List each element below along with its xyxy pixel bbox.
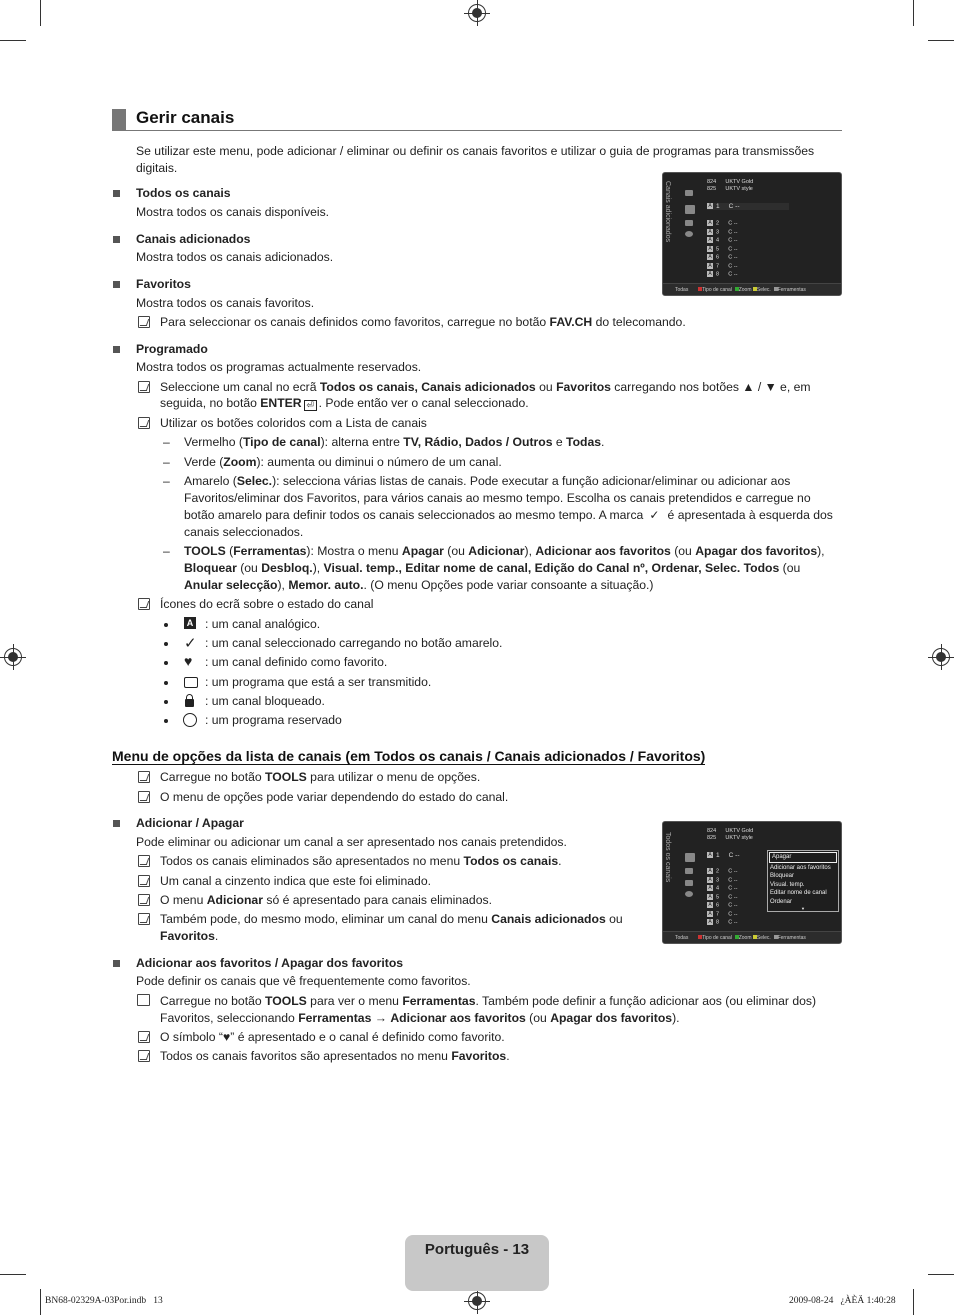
- bullet-square: [113, 960, 120, 967]
- note-text: Utilizar os botões coloridos com a Lista de canais: [160, 416, 427, 430]
- page-title: Gerir canais: [136, 108, 235, 127]
- tools-menu: [767, 850, 839, 912]
- screen-side-label: Canais adicionados: [664, 181, 671, 243]
- note-icon: [138, 598, 150, 610]
- screen-footer: Todas Tipo de canal Zoom Selec. Ferramentas: [663, 931, 841, 943]
- section-heading: Adicionar aos favoritos / Apagar dos favoritos: [136, 956, 404, 970]
- section-heading: Adicionar / Apagar: [136, 816, 244, 830]
- note-text: O símbolo “♥” é apresentado e o canal é definido como favorito.: [160, 1030, 505, 1044]
- dash: –: [163, 455, 170, 469]
- screen-row: A 2 C --: [708, 868, 738, 875]
- screen-row-selected: A 1 C --: [707, 203, 789, 210]
- note-text: Também pode, do mesmo modo, eliminar um canal do menu Canais adicionados ou: [160, 912, 623, 926]
- analog-channel-icon: A: [708, 902, 712, 908]
- note-icon: [138, 1031, 150, 1043]
- channel-type-icon: [685, 880, 693, 886]
- screen-row: 824 UKTV Gold: [707, 828, 754, 834]
- section-text: Pode definir os canais que vê frequentemente como favoritos.: [136, 974, 471, 988]
- section-heading: Todos os canais: [136, 186, 231, 200]
- bullet-square: [113, 281, 120, 288]
- list-text: Amarelo (Selec.): selecciona várias listas de canais. Pode executar a função adicionar/eliminar ou adicionar aos: [184, 474, 791, 488]
- note-icon: [138, 913, 150, 925]
- channel-type-icon: [685, 190, 693, 196]
- note-text: Favoritos, seleccionando Ferramentas → Adicionar aos favoritos (ou Apagar dos favoritos).: [160, 1011, 680, 1025]
- tv-icon: [184, 677, 198, 688]
- dash: –: [163, 544, 170, 558]
- menu-item-ordenar[interactable]: Ordenar: [770, 898, 793, 905]
- intro-line-2: digitais.: [136, 161, 178, 175]
- screen-side-label: Todos os canais: [664, 832, 671, 883]
- channel-type-icon: [685, 868, 693, 874]
- screen-row: A 5 C --: [708, 246, 738, 253]
- channel-type-icon: [685, 231, 693, 237]
- check-icon: ✓: [649, 508, 660, 522]
- screen-row: A 6 C --: [708, 902, 738, 909]
- section-text: Mostra todos os canais adicionados.: [136, 250, 334, 264]
- note-text: O menu Adicionar só é apresentado para canais eliminados.: [160, 893, 492, 907]
- note-text: Todos os canais favoritos são apresentados no menu Favoritos.: [160, 1049, 510, 1063]
- analog-channel-icon: A: [708, 263, 712, 269]
- icon-desc: : um canal bloqueado.: [205, 694, 325, 708]
- analog-channel-icon: A: [708, 868, 712, 874]
- analog-channel-icon: A: [708, 246, 712, 252]
- icon-desc: : um canal definido como favorito.: [205, 655, 388, 669]
- icon-desc: : um canal seleccionado carregando no botão amarelo.: [205, 636, 503, 650]
- menu-item-add-favorites[interactable]: Adicionar aos favoritos: [770, 864, 831, 871]
- screen-row: A 3 C --: [708, 877, 738, 884]
- note-icon: [138, 791, 150, 803]
- section-text: Mostra todos os canais disponíveis.: [136, 205, 330, 219]
- heart-icon: ♥: [223, 1030, 231, 1044]
- bullet-dot: [164, 700, 168, 704]
- note-text: Carregue no botão TOOLS para utilizar o menu de opções.: [160, 770, 481, 784]
- analog-channel-icon: A: [184, 617, 196, 629]
- analog-channel-icon: A: [708, 919, 712, 925]
- check-icon: ✓: [184, 635, 197, 652]
- title-bar-accent: [112, 109, 126, 131]
- list-text: Favoritos/eliminar dos Favoritos, para vários canais ao mesmo tempo. Escolha os canais pretendidos e carregue no: [184, 491, 811, 505]
- note-text: Todos os canais eliminados são apresentados no menu Todos os canais.: [160, 854, 562, 868]
- section-text: Mostra todos os programas actualmente reservados.: [136, 360, 422, 374]
- tools-note-icon: [137, 994, 150, 1006]
- analog-channel-icon: A: [708, 271, 712, 277]
- screen-row: A 7 C --: [708, 263, 738, 270]
- screen-row: A 5 C --: [708, 894, 738, 901]
- screen-row: 824 UKTV Gold: [707, 179, 754, 185]
- analog-channel-icon: A: [708, 911, 712, 917]
- note-icon: [138, 894, 150, 906]
- footer-file: BN68-02329A-03Por.indb 13: [45, 1296, 163, 1306]
- screen-footer: Todas Tipo de canal Zoom Selec. Ferramentas: [663, 283, 841, 295]
- bullet-dot: [164, 642, 168, 646]
- bullet-dot: [164, 681, 168, 685]
- note-icon: [138, 875, 150, 887]
- list-text: Vermelho (Tipo de canal): alterna entre TV, Rádio, Dados / Outros e Todas.: [184, 435, 605, 449]
- note-text: Um canal a cinzento indica que este foi eliminado.: [160, 874, 431, 888]
- note-text: seguida, no botão ENTER ⏎ . Pode então ver o canal seleccionado.: [160, 396, 529, 410]
- bullet-square: [113, 346, 120, 353]
- screen-row-selected: A 1 C --: [708, 852, 740, 859]
- registration-mark-icon: [468, 1292, 486, 1310]
- menu-item-apagar[interactable]: Apagar: [769, 852, 837, 863]
- screen-row: A 4 C --: [708, 885, 738, 892]
- remote-note-icon: [138, 316, 150, 328]
- note-text: Ícones do ecrã sobre o estado do canal: [160, 597, 374, 611]
- channel-options-screen: [662, 821, 842, 944]
- note-icon: [138, 1050, 150, 1062]
- crop-mark: [928, 1274, 954, 1275]
- note-icon: [138, 417, 150, 429]
- crop-mark: [928, 40, 954, 41]
- analog-channel-icon: A: [708, 852, 712, 859]
- title-underline: [112, 130, 842, 131]
- heart-icon: ♥: [184, 653, 193, 669]
- screen-row: 825 UKTV style: [707, 186, 753, 192]
- list-text: canais seleccionados.: [184, 525, 304, 539]
- page-number-tab: [405, 1235, 549, 1291]
- bullet-dot: [164, 661, 168, 665]
- analog-channel-icon: A: [708, 254, 712, 260]
- screen-row: A 3 C --: [708, 229, 738, 236]
- screen-row: A 8 C --: [708, 919, 738, 926]
- analog-channel-icon: A: [708, 220, 712, 226]
- menu-item-edit-name[interactable]: Editar nome de canal: [770, 890, 827, 896]
- crop-mark: [913, 1289, 914, 1315]
- icon-desc: : um programa reservado: [205, 713, 342, 727]
- crop-mark: [40, 1289, 41, 1315]
- channel-type-icon: [685, 853, 695, 862]
- note-icon: [138, 855, 150, 867]
- bullet-dot: [164, 623, 168, 627]
- note-icon: [138, 771, 150, 783]
- screen-row: A 2 C --: [708, 220, 738, 227]
- icon-desc: : um canal analógico.: [205, 617, 321, 631]
- lock-shackle: [186, 694, 193, 701]
- page-number: Português - 13: [424, 1241, 530, 1258]
- note-text: Favoritos.: [160, 929, 219, 943]
- section-text: Pode eliminar ou adicionar um canal a ser apresentado nos canais pretendidos.: [136, 835, 567, 849]
- section-heading: Favoritos: [136, 277, 191, 291]
- analog-channel-icon: A: [708, 877, 712, 883]
- bullet-square: [113, 190, 120, 197]
- channel-list-screen: [662, 172, 842, 296]
- enter-icon: ⏎: [304, 400, 317, 411]
- bullet-square: [113, 820, 120, 827]
- section-heading: Canais adicionados: [136, 232, 251, 246]
- bullet-square: [113, 236, 120, 243]
- list-text: Verde (Zoom): aumenta ou diminui o número de um canal.: [184, 455, 502, 469]
- registration-mark-icon: [468, 4, 486, 22]
- channel-type-icon: [685, 205, 695, 214]
- icon-desc: : um programa que está a ser transmitido.: [205, 675, 432, 689]
- screen-row: A 8 C --: [708, 271, 738, 278]
- analog-channel-icon: A: [708, 203, 712, 210]
- crop-mark: [913, 0, 914, 26]
- list-text: Bloquear (ou Desbloq.), Visual. temp., Editar nome de canal, Edição do Canal nº, Ordenar, Selec. Todos (ou: [184, 561, 801, 575]
- analog-channel-icon: A: [708, 885, 712, 891]
- crop-mark: [40, 0, 41, 26]
- analog-channel-icon: A: [708, 894, 712, 900]
- intro-line-1: Se utilizar este menu, pode adicionar / eliminar ou definir os canais favoritos e utilizar o guia de programas para transmissões: [136, 144, 815, 158]
- crop-mark: [0, 1274, 26, 1275]
- menu-item-visual-temp[interactable]: Visual. temp.: [770, 881, 805, 888]
- list-text: botão amarelo para definir todos os canais seleccionados ao mesmo tempo. A marca ✓ é apresentada à esquerda dos: [184, 508, 833, 522]
- note-text: Carregue no botão TOOLS para ver o menu Ferramentas. Também pode definir a função adicionar aos (ou eliminar dos): [160, 994, 817, 1008]
- note-text: Para seleccionar os canais definidos como favoritos, carregue no botão FAV.CH do telecomando.: [160, 315, 686, 329]
- note-text: Seleccione um canal no ecrã Todos os canais, Canais adicionados ou Favoritos carregando nos botões ▲ / ▼ e, em: [160, 380, 811, 394]
- section-text: Mostra todos os canais favoritos.: [136, 296, 315, 310]
- screen-row: A 7 C --: [708, 911, 738, 918]
- note-text: O menu de opções pode variar dependendo do estado do canal.: [160, 790, 509, 804]
- list-text: Anular selecção), Memor. auto.. (O menu Opções pode variar consoante a situação.): [184, 578, 654, 592]
- dash: –: [163, 474, 170, 488]
- screen-row: A 6 C --: [708, 254, 738, 261]
- footer-timestamp: 2009-08-24 ¿ÀÈÄ 1:40:28: [789, 1296, 896, 1306]
- screen-row: A 4 C --: [708, 237, 738, 244]
- crop-mark: [0, 40, 26, 41]
- clock-icon: [183, 713, 197, 727]
- registration-mark-icon: [4, 648, 22, 666]
- analog-channel-icon: A: [708, 229, 712, 235]
- section-title: Menu de opções da lista de canais (em Todos os canais / Canais adicionados / Favoritos): [112, 748, 706, 764]
- channel-type-icon: [685, 220, 693, 226]
- list-text: TOOLS (Ferramentas): Mostra o menu Apagar (ou Adicionar), Adicionar aos favoritos (ou Apagar dos favoritos),: [184, 544, 825, 558]
- note-icon: [138, 381, 150, 393]
- registration-mark-icon: [932, 648, 950, 666]
- menu-item-bloquear[interactable]: Bloquear: [770, 873, 795, 879]
- channel-type-icon: [685, 891, 693, 897]
- dash: –: [163, 435, 170, 449]
- screen-row: 825 UKTV style: [707, 835, 753, 841]
- section-heading: Programado: [136, 342, 208, 356]
- analog-channel-icon: A: [708, 237, 712, 243]
- chevron-down-icon: ▼: [801, 906, 805, 911]
- bullet-dot: [164, 719, 168, 723]
